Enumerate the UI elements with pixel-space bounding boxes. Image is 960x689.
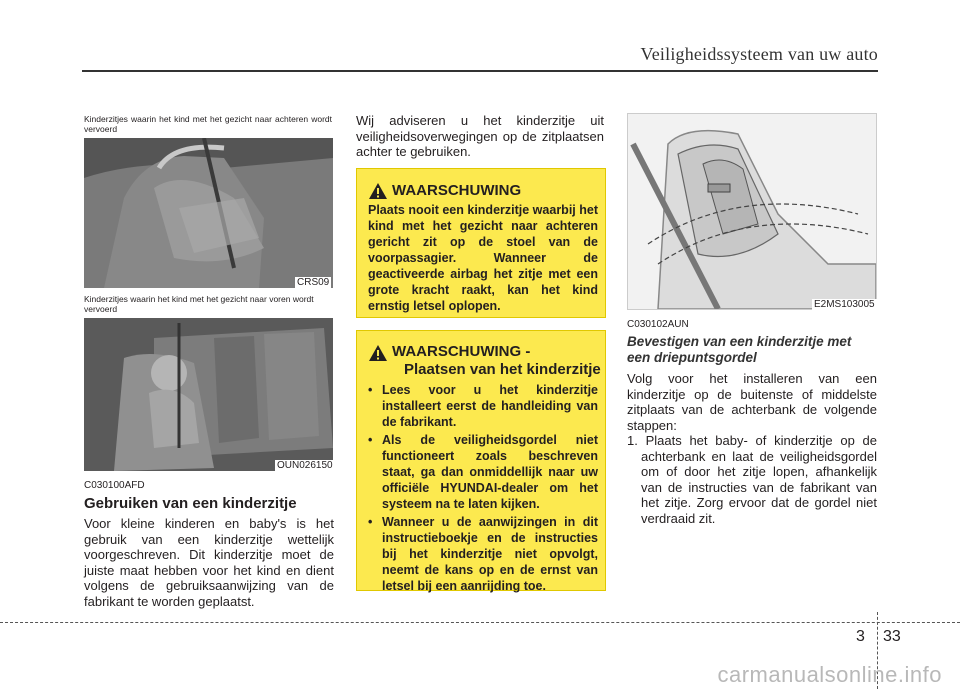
warning2-title-line2: Plaatsen van het kinderzitje [404, 361, 601, 378]
caption-rear-facing: Kinderzitjes waarin het kind met het gezicht naar achteren wordt vervoerd [84, 114, 332, 134]
image2-code: OUN026150 [277, 460, 333, 471]
warning-triangle-icon [368, 344, 388, 367]
section-code-left: C030100AFD [84, 480, 145, 491]
warning1-body: Plaats nooit een kinderzitje waarbij het kind met het gezicht naar achteren gericht zit op de stoel van de voorpassagier. Wanneer de geactiveerde airbag het zitje met een grote kracht raakt, kan het kind ernstig letsel oplopen. [368, 203, 598, 313]
chapter-number: 3 [856, 628, 865, 645]
warning2-title-line1: WAARSCHUWING - [392, 343, 531, 360]
watermark: carmanualsonline.info [717, 662, 942, 687]
footer-dashed-line [0, 622, 960, 623]
image3-code: E2MS103005 [814, 299, 875, 310]
section-code-right: C030102AUN [627, 319, 689, 330]
image1-code: CRS09 [297, 277, 330, 288]
section-title-right: Bevestigen van een kinderzitje met een driepuntsgordel [627, 334, 852, 365]
caption-forward-facing: Kinderzitjes waarin het kind met het gezicht naar voren wordt vervoerd [84, 294, 314, 314]
warning2-item: • Als de veiligheidsgordel niet functioneert zoals beschreven staat, ga dan onmiddellijk naar uw officiële HYUNDAI-dealer om het systeem na te laten kijken. [368, 432, 598, 512]
section-title-left: Gebruiken van een kinderzitje [84, 495, 297, 512]
rear-facing-seat-image [84, 138, 333, 288]
header-title: Veiligheidssysteem van uw auto [640, 44, 878, 64]
forward-facing-seat-image [84, 318, 333, 471]
warning2-item: • Lees voor u het kinderzitje installeert eerst de handleiding van de fabrikant. [368, 382, 598, 430]
header-rule [82, 70, 878, 72]
section-intro-right: Volg voor het installeren van een kinderzitje op de buitenste of middelste zitplaats van de achterbank de volgende stappen: [627, 371, 877, 433]
three-point-belt-image [627, 113, 877, 310]
warning2-list [368, 382, 598, 596]
section-body-left: Voor kleine kinderen en baby's is het gebruik van een kinderzitje wettelijk voorgeschreven. Dit kinderzitje moet de juiste maat hebben voor het kind en dient volgens de gebruiksaanwijzing van de fabrikant te worden geplaatst. [84, 516, 334, 609]
warning1-title: WAARSCHUWING [392, 182, 522, 199]
intro-middle: Wij adviseren u het kinderzitje uit veiligheidsoverwegingen op de zitplaatsen achter te gebruiken. [356, 113, 604, 159]
warning-box-2 [356, 330, 606, 591]
warning-box-1 [356, 168, 606, 318]
warning2-item: • Wanneer u de aanwijzingen in dit instructieboekje en de instructies bij het kinderzitje niet opvolgt, neemt de kans op en de ernst van letsel bij een aanrijding toe. [368, 514, 598, 594]
step-1: 1. Plaats het baby- of kinderzitje op de achterbank en laat de veiligheidsgordel om of door het zitje lopen, afhankelijk van de instructies van de fabrikant van het zitje. Zorg ervoor dat de gordel niet verdraaid zit. [627, 433, 877, 526]
page-number: 33 [883, 628, 901, 645]
